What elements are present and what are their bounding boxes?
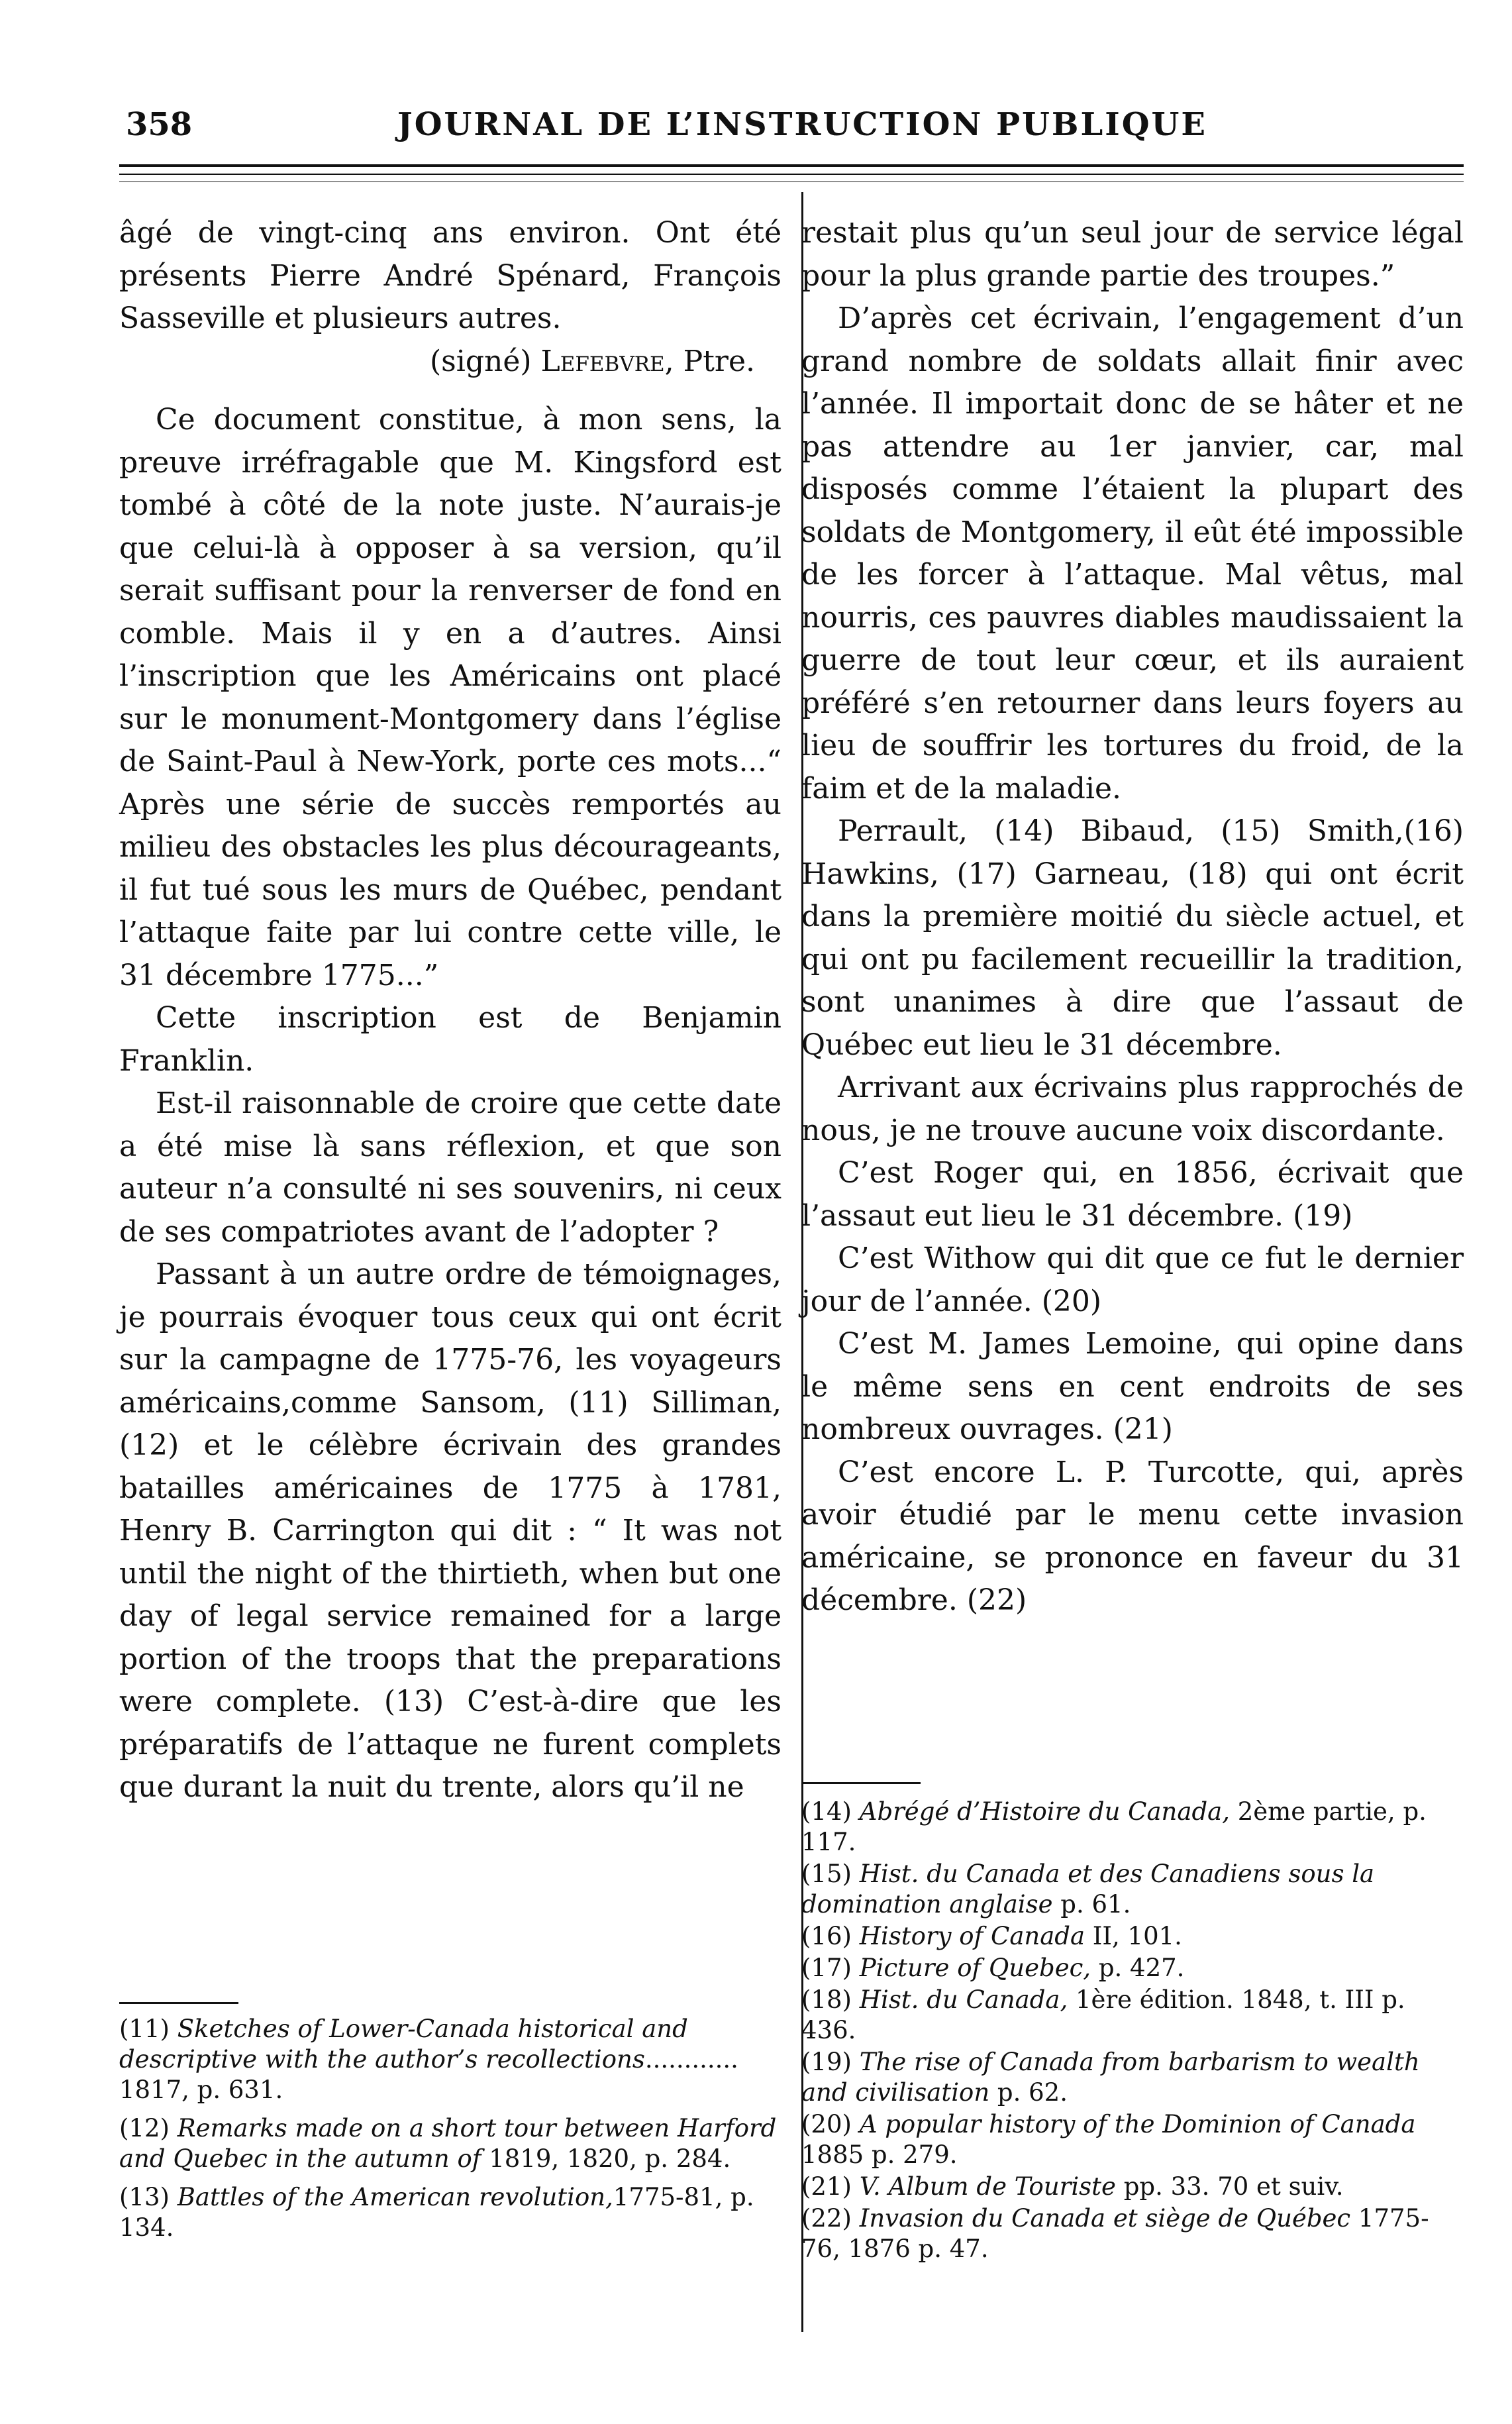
signature: [119, 341, 781, 384]
footnote-number: (22): [801, 2204, 852, 2233]
footnote-detail: II, 101.: [1085, 1922, 1182, 1950]
paragraph: Passant à un autre ordre de témoignages, je pourrais évoquer tous ceux qui ont écrit sur la campagne de 1775-76, les voyageurs américains,comme Sansom, (11) Silliman, (12) et le célèbre écrivain des grandes batailles américaines de 1775 à 1781, Henry B. Carrington qui dit : “ It was not until the night of the thirtieth, when but one day of legal service remained for a large portion of the troops that the preparations were complete. (13) C’est-à-dire que les préparatifs de l’attaque ne furent complets que durant la nuit du trente, alors qu’il ne: [119, 1257, 781, 1804]
footnote: [119, 2113, 781, 2174]
footnote-number: (16): [801, 1922, 852, 1950]
footnote: [801, 1859, 1464, 1920]
page-header: [126, 106, 1464, 152]
footnote-title: Hist. du Canada et des Canadiens sous la domination anglaise: [801, 1860, 1375, 1919]
paragraph: C’est Withow qui dit que ce fut le dernier jour de l’année. (20): [801, 1241, 1464, 1318]
footnote-detail: 1775-81, p. 134.: [119, 2183, 754, 2242]
footnote-number: (17): [801, 1954, 852, 1982]
footnote-detail: 2ème partie, p. 117.: [801, 1797, 1427, 1856]
footnote-number: (14): [801, 1797, 852, 1826]
footnote: [801, 2203, 1464, 2264]
footnote-number: (12): [119, 2114, 170, 2142]
signature-name: Lefebvre: [540, 344, 665, 378]
paragraph: D’après cet écrivain, l’engagement d’un grand nombre de soldats allait finir avec l’année. Il importait donc de se hâter et ne pas attendre au 1er janvier, car, mal disposés comme l’étaient la plupart des soldats de Montgomery, il eût été impossible de les forcer à l’attaque. Mal vêtus, mal nourris, ces pauvres diables maudissaient la guerre de tout leur cœur, et ils auraient préféré s’en retourner dans leurs foyers au lieu de souffrir les tortures du froid, de la faim et de la maladie.: [801, 301, 1464, 806]
footnote-number: (20): [801, 2110, 852, 2138]
footnote-rule: [119, 2002, 238, 2004]
footnote-number: (18): [801, 1985, 852, 2014]
right-column: [801, 212, 1464, 1622]
footnote: [119, 2014, 781, 2105]
paragraph: Cette inscription est de Benjamin Franklin.: [119, 1001, 781, 1078]
footnote-number: (11): [119, 2015, 170, 2043]
footnote-title: Abrégé d’Histoire du Canada,: [859, 1797, 1230, 1826]
paragraph: Est-il raisonnable de croire que cette date a été mise là sans réflexion, et que son auteur n’a consulté ni ses souvenirs, ni ceux de ses compatriotes avant de l’adopter ?: [119, 1086, 781, 1249]
footnote-title: Invasion du Canada et siège de Québec: [859, 2204, 1351, 2233]
paragraph: Ce document constitue, à mon sens, la preuve irréfragable que M. Kingsford est tombé à côté de la note juste. N’aurais-je que celui-là à opposer à sa version, qu’il serait suffisant pour la renverser de fond en comble. Mais il y en a d’autres. Ainsi l’inscription que les Américains ont placé sur le monument-Montgomery dans l’église de Saint-Paul à New-York, porte ces mots...“ Après une série de succès remportés au milieu des obstacles les plus décourageants, il fut tué sous les murs de Québec, pendant l’attaque faite par lui contre cette ville, le 31 décembre 1775...”: [119, 403, 781, 992]
footnote-detail: 1775-76, 1876 p. 47.: [801, 2204, 1429, 2263]
left-footnotes: [119, 2014, 781, 2251]
footnote-title: Hist. du Canada,: [859, 1985, 1068, 2014]
signature-prefix: (signé): [430, 344, 532, 378]
footnote-detail: p. 61.: [1052, 1890, 1131, 1919]
footnote-detail: 1885 p. 279.: [801, 2140, 958, 2169]
paragraph: âgé de vingt-cinq ans environ. Ont été présents Pierre André Spénard, François Sasseville et plusieurs autres.: [119, 216, 781, 335]
footnote-number: (19): [801, 2048, 852, 2076]
paragraph: Arrivant aux écrivains plus rapprochés de nous, je ne trouve aucune voix discordante.: [801, 1071, 1464, 1147]
footnote-detail: pp. 33. 70 et suiv.: [1115, 2172, 1344, 2201]
footnote-number: (15): [801, 1860, 852, 1888]
footnote-title: A popular history of the Dominion of Canada: [859, 2110, 1416, 2138]
footnote: [801, 1921, 1464, 1952]
footnote: [801, 2172, 1464, 2202]
footnote-title: The rise of Canada from barbarism to wealth and civilisation: [801, 2048, 1420, 2107]
page-number: 358: [126, 106, 193, 143]
footnote: [119, 2182, 781, 2243]
footnote-title: Picture of Quebec,: [859, 1954, 1091, 1982]
footnote-title: Remarks made on a short tour between Harford and Quebec in the autumn of: [119, 2114, 777, 2173]
header-rule: [119, 164, 1464, 167]
footnote: [801, 1985, 1464, 2046]
footnote-title: V. Album de Touriste: [859, 2172, 1116, 2201]
footnote-number: (13): [119, 2183, 170, 2211]
footnote-rule: [801, 1782, 921, 1784]
footnote-detail: p. 62.: [989, 2078, 1068, 2107]
right-footnotes: [801, 1797, 1464, 2266]
footnote: [801, 1953, 1464, 1983]
footnote: [801, 1797, 1464, 1858]
paragraph: C’est M. James Lemoine, qui opine dans le même sens en cent endroits de ses nombreux ouvrages. (21): [801, 1327, 1464, 1446]
footnote: [801, 2109, 1464, 2170]
footnote-detail: ............ 1817, p. 631.: [119, 2045, 738, 2104]
footnote-number: (21): [801, 2172, 852, 2201]
footnote-detail: p. 427.: [1091, 1954, 1185, 1982]
footnote-detail: 1819, 1820, p. 284.: [481, 2144, 731, 2173]
paragraph: C’est Roger qui, en 1856, écrivait que l’assaut eut lieu le 31 décembre. (19): [801, 1156, 1464, 1233]
running-title: JOURNAL DE L’INSTRUCTION PUBLIQUE: [397, 106, 1207, 143]
footnote: [801, 2047, 1464, 2108]
footnote-title: Sketches of Lower-Canada historical and descriptive with the author’s recollections: [119, 2015, 688, 2074]
footnote-title: Battles of the American revolution,: [177, 2183, 613, 2211]
header-rule: [119, 174, 1464, 175]
signature-suffix: , Ptre.: [664, 344, 755, 378]
footnote-detail: 1ère édition. 1848, t. III p. 436.: [801, 1985, 1405, 2044]
paragraph: Perrault, (14) Bibaud, (15) Smith,(16) Hawkins, (17) Garneau, (18) qui ont écrit dans la première moitié du siècle actuel, et qui ont pu facilement recueillir la tradition, sont unanimes à dire que l’assaut de Québec eut lieu le 31 décembre.: [801, 814, 1464, 1062]
paragraph: C’est encore L. P. Turcotte, qui, après avoir étudié par le menu cette invasion américaine, se prononce en faveur du 31 décembre. (22): [801, 1455, 1464, 1617]
footnote-title: History of Canada: [859, 1922, 1085, 1950]
paragraph: restait plus qu’un seul jour de service légal pour la plus grande partie des troupes.”: [801, 216, 1464, 293]
left-column: [119, 212, 781, 1809]
